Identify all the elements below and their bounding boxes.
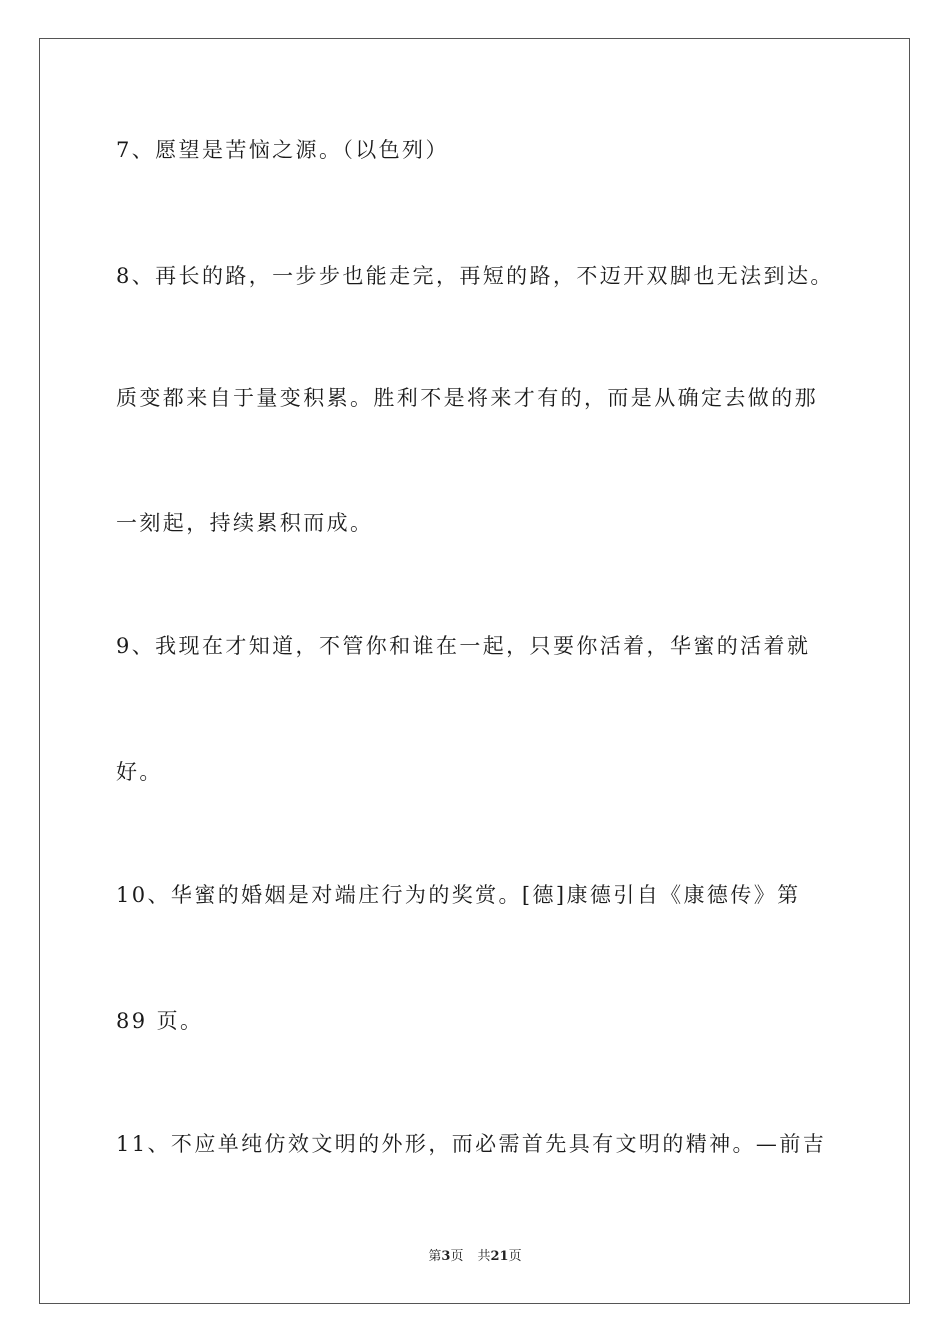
text-line-6: 好。 [116, 760, 163, 784]
text-line-7: 10、华蜜的婚姻是对端庄行为的奖赏。[德]康德引自《康德传》第 [116, 883, 801, 907]
total-page-count: 21 [490, 1249, 509, 1264]
text-line-5: 9、我现在才知道，不管你和谁在一起，只要你活着，华蜜的活着就 [116, 634, 811, 658]
total-suffix: 页 [508, 1249, 522, 1264]
text-line-4: 一刻起，持续累积而成。 [116, 511, 374, 535]
text-line-8: 89 页。 [116, 1009, 204, 1033]
text-line-9: 11、不应单纯仿效文明的外形，而必需首先具有文明的精神。—前吉 [116, 1132, 827, 1156]
page-prefix: 第 [428, 1249, 442, 1264]
text-line-2: 8、再长的路，一步步也能走完，再短的路，不迈开双脚也无法到达。 [116, 264, 834, 288]
page-footer [0, 1248, 950, 1266]
text-line-1: 7、愿望是苦恼之源。（以色列） [116, 138, 449, 162]
current-page-number: 3 [441, 1249, 451, 1264]
page-suffix: 页 [450, 1249, 464, 1264]
page-frame [39, 38, 910, 1304]
total-prefix: 共 [477, 1249, 491, 1264]
text-line-3: 质变都来自于量变积累。胜利不是将来才有的，而是从确定去做的那 [116, 386, 818, 410]
